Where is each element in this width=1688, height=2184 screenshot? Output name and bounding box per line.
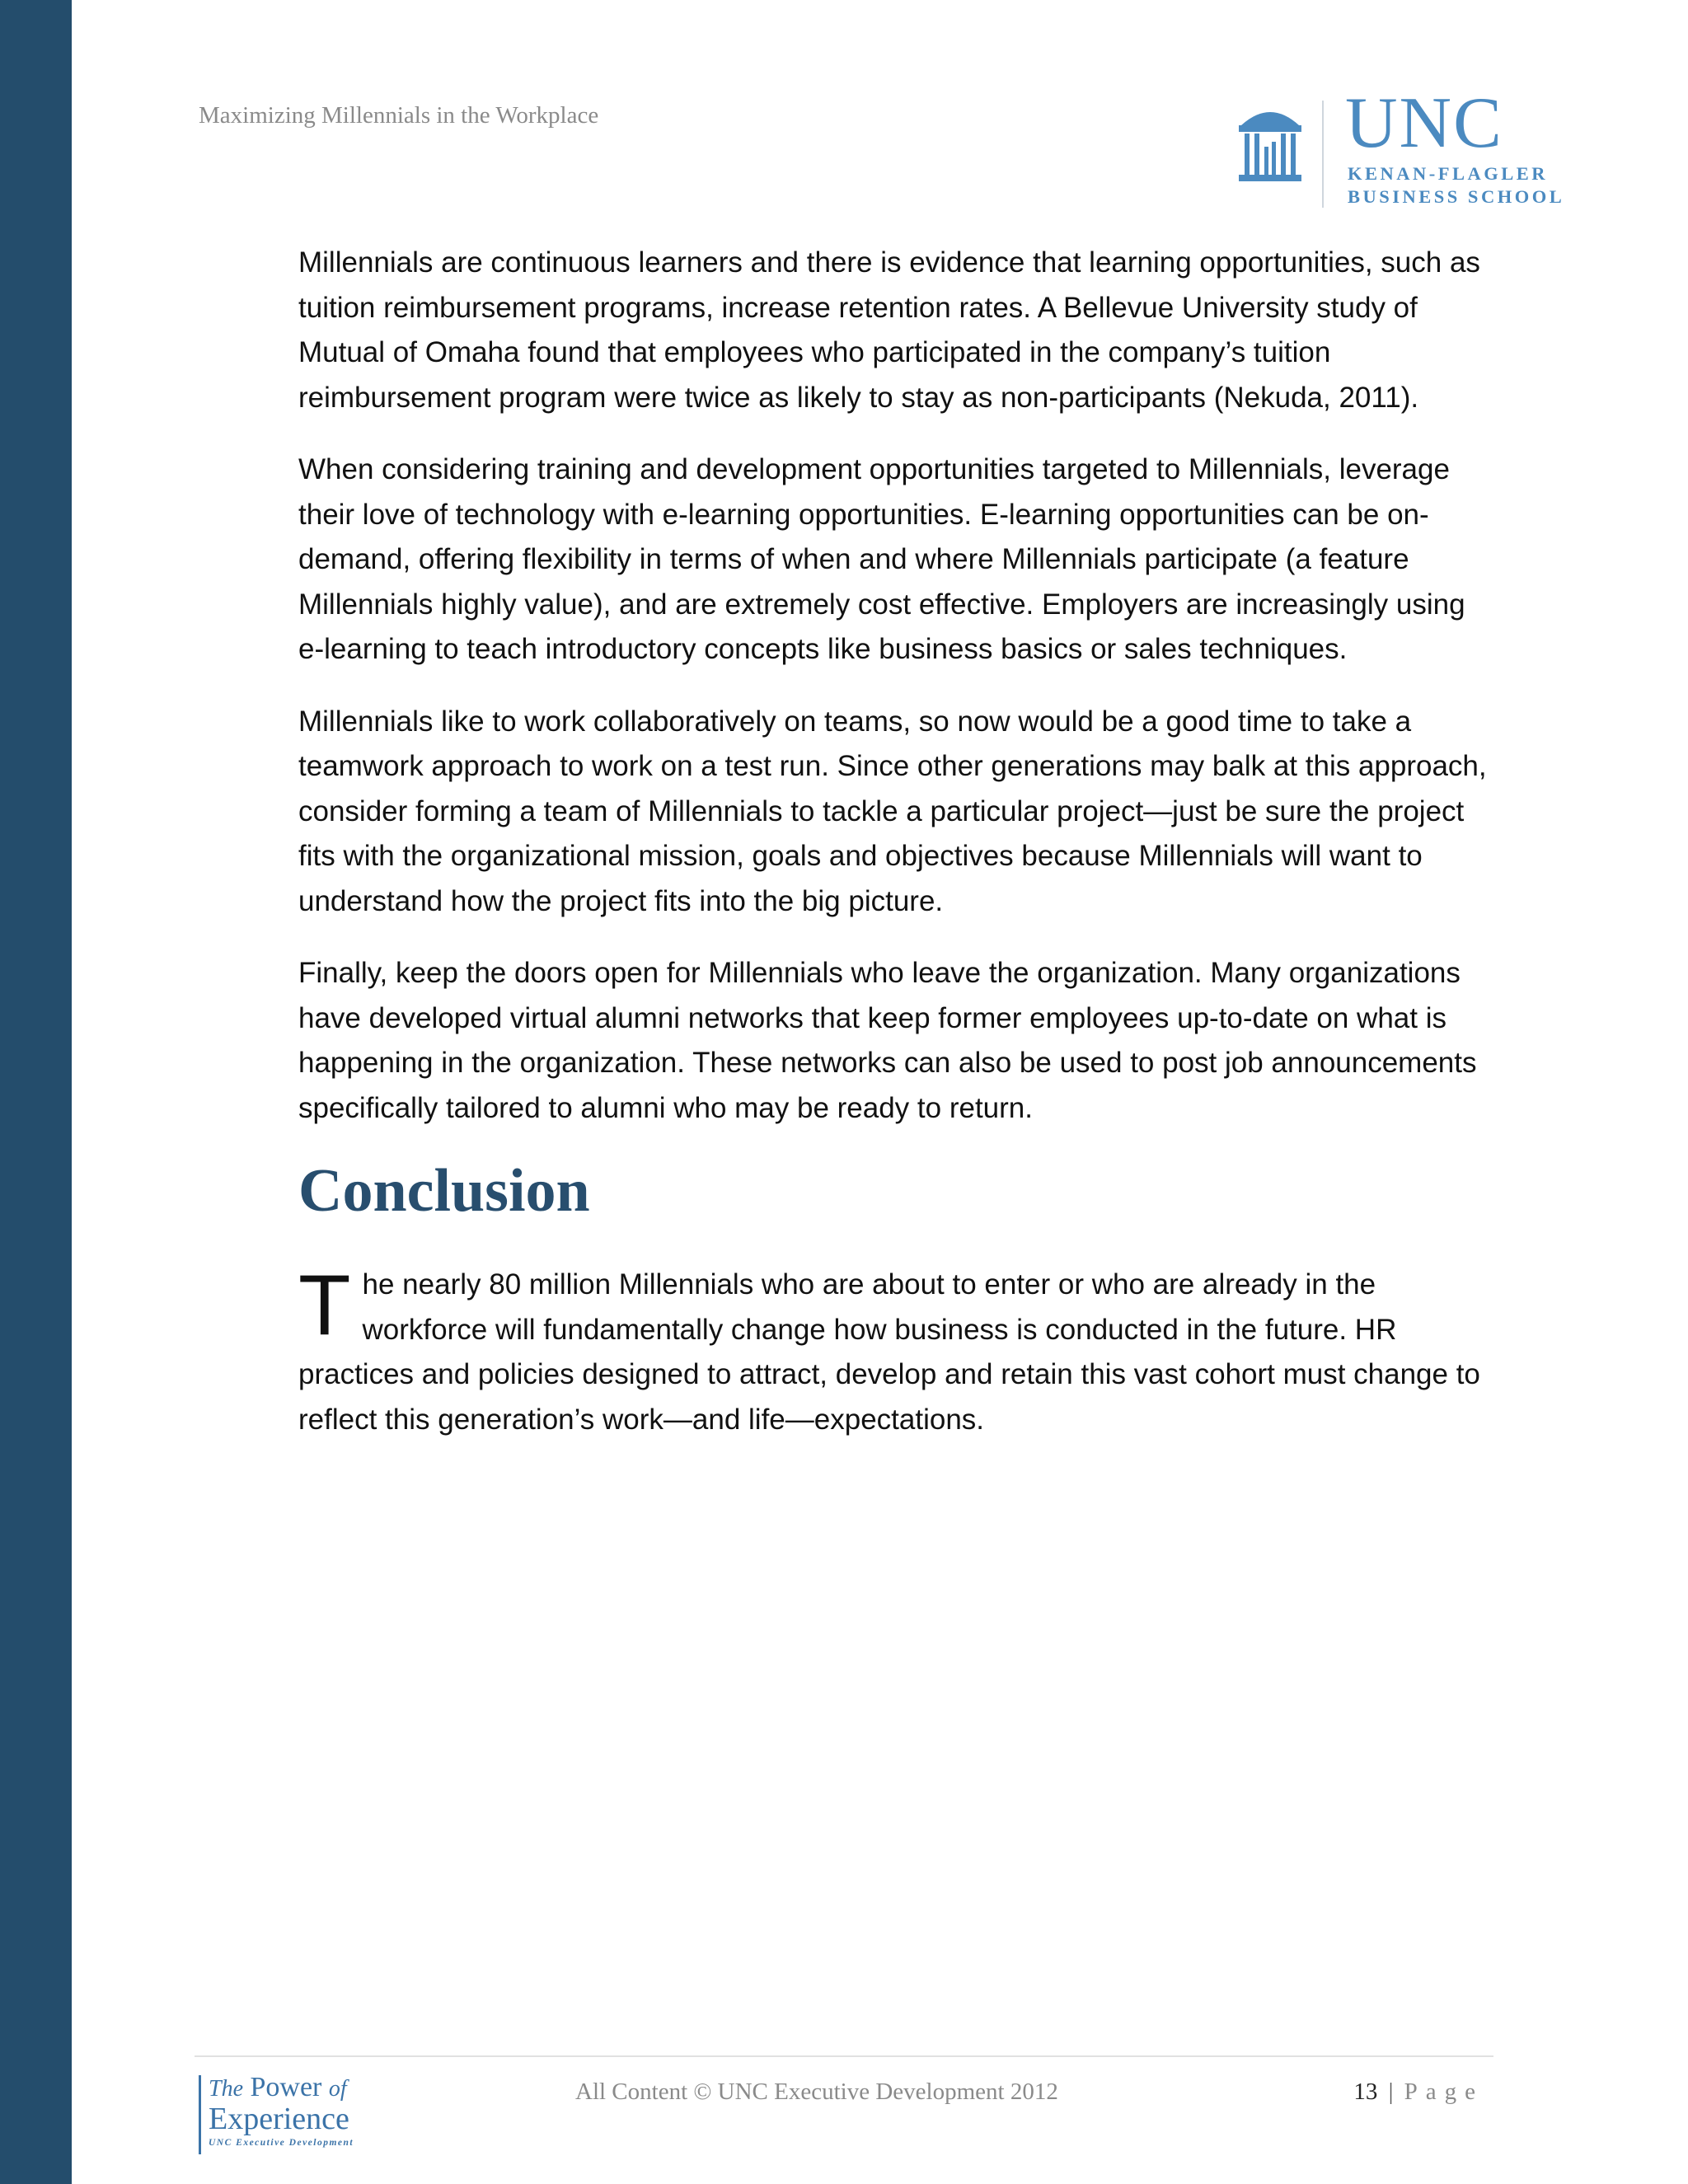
page-number: 13: [1353, 2079, 1378, 2105]
unc-kenan-flagler-logo: [1236, 83, 1599, 213]
footer-divider: [195, 2055, 1493, 2057]
footer-copyright: All Content © UNC Executive Development 2012: [575, 2079, 1058, 2105]
logo-of-text: of: [328, 2076, 347, 2102]
body-paragraph: Millennials are continuous learners and there is evidence that learning opportunities, such as tuition reimbursement programs, increase retention rates. A Bellevue University study of Mutual of Omaha found that employees who participated in the company’s tuition reimbursement program were twice as likely to stay as non-participants (Nekuda, 2011).: [298, 246, 1480, 414]
conclusion-text: he nearly 80 million Millennials who are about to enter or who are already in the workforce will fundamentally change how business is conducted in the future. HR practices and policies designed to attract, develop and retain this vast cohort must change to reflect this generation’s work—and life—expectations.: [298, 1268, 1480, 1436]
side-color-band: [0, 0, 72, 2184]
body-paragraph: When considering training and development opportunities targeted to Millennials, leverage their love of technology with e-learning opportunities. E-learning opportunities can be on-demand, offering flexibility in terms of when and where Millennials participate (a feature Millennials highly value), and are extremely cost effective. Employers are increasingly using e-learning to teach introductory concepts like business basics or sales techniques.: [298, 453, 1465, 665]
logo-experience-text: Experience: [209, 2102, 349, 2136]
logo-unc-text: UNC: [1345, 83, 1503, 163]
body-paragraph: Millennials like to work collaboratively on teams, so now would be a good time to take a teamwork approach to work on a test run. Since other generations may balk at this approach, consider forming a team of Millennials to tackle a particular project—just be sure the project fits with the organizational mission, goals and objectives because Millennials will want to understand how the project fits into the big picture.: [298, 705, 1487, 917]
power-of-experience-logo: [199, 2072, 388, 2154]
drop-cap-letter: T: [298, 1258, 351, 1354]
main-content: [298, 241, 1493, 1469]
conclusion-paragraph: [298, 1258, 1493, 1442]
logo-divider: [1322, 101, 1324, 208]
running-header-title: Maximizing Millennials in the Workplace: [199, 102, 599, 129]
logo-kenan-flagler-text: KENAN-FLAGLER: [1348, 163, 1549, 184]
logo-the-text: The: [209, 2076, 243, 2102]
conclusion-heading: Conclusion: [298, 1157, 590, 1225]
body-paragraph: Finally, keep the doors open for Millennials who leave the organization. Many organizations have developed virtual alumni networks that keep former employees up-to-date on what is happening in the organization. These networks can also be used to post job announcements specifically tailored to alumni who may be ready to return.: [298, 957, 1477, 1124]
logo-subtitle-text: UNC Executive Development: [209, 2138, 354, 2148]
logo-accent-bar: [199, 2075, 201, 2154]
old-well-icon: [1236, 101, 1304, 188]
page-number-block: [1353, 2079, 1484, 2106]
page-label: Page: [1404, 2079, 1484, 2105]
logo-business-school-text: BUSINESS SCHOOL: [1348, 186, 1565, 207]
page-separator: |: [1388, 2079, 1394, 2105]
logo-power-text: Power: [250, 2072, 322, 2102]
